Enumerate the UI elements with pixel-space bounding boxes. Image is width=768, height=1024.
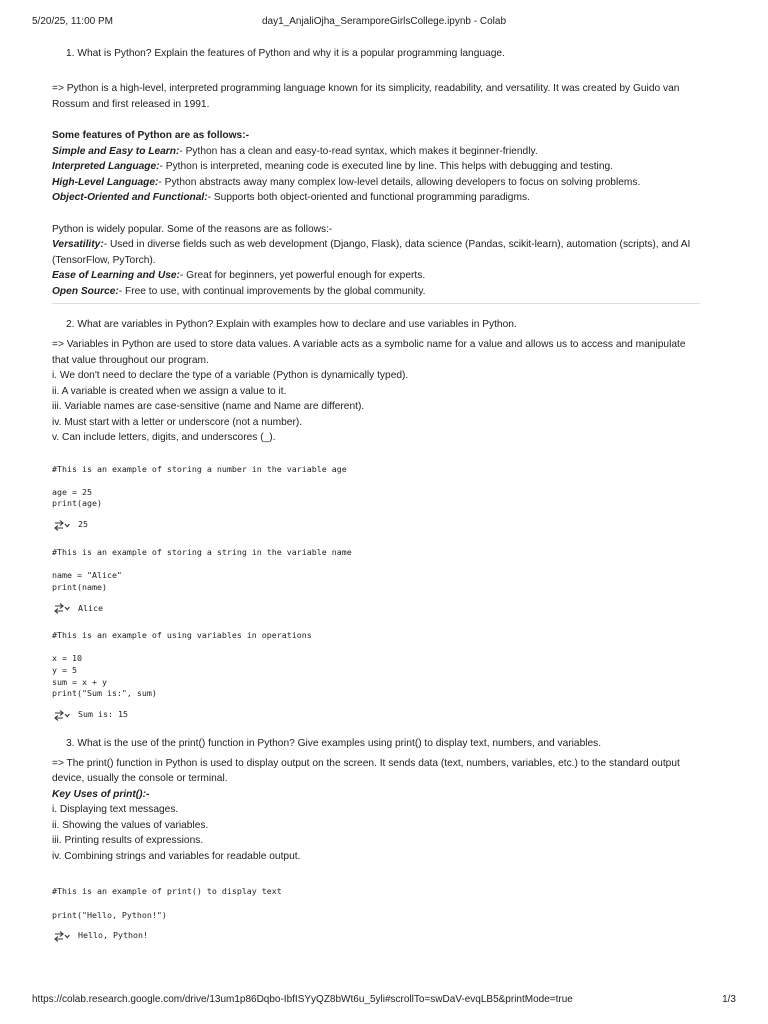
list-item: v. Can include letters, digits, and underscores (_). (52, 432, 276, 443)
print-date: 5/20/25, 11:00 PM (32, 16, 113, 27)
list-item: i. Displaying text messages. (52, 804, 179, 816)
cell-output (52, 601, 700, 615)
output-text: Hello, Python! (78, 930, 148, 941)
feature-item: Simple and Easy to Learn:- Python has a clean and easy-to-read syntax, which makes it beginner-friendly. (52, 145, 538, 157)
output-toggle-icon[interactable] (54, 519, 70, 531)
print-footer (32, 994, 736, 1008)
feature-item: High-Level Language:- Python abstracts away many complex low-level details, allowing developers to focus on solving problems. (52, 176, 641, 188)
code-cell[interactable]: #This is an example of using variables in operations x = 10 y = 5 sum = x + y print("Sum is:", sum) (52, 630, 312, 699)
output-text: Alice (78, 602, 103, 613)
page-url: https://colab.research.google.com/drive/13um1p86Dqbo-IbfISYyQZ8bWt6u_5yli#scrollTo=swDaV-evqLB5&printMode=true (32, 994, 573, 1005)
output-toggle-icon[interactable] (54, 602, 70, 614)
cell-output (52, 929, 700, 943)
print-header (32, 16, 736, 30)
output-toggle-icon[interactable] (54, 930, 70, 942)
output-toggle-icon[interactable] (54, 709, 70, 721)
question-1: 1. What is Python? Explain the features of Python and why it is a popular programming language. (66, 48, 505, 59)
cell-output (52, 708, 700, 722)
text-cell-q3 (52, 736, 700, 865)
cell-divider (52, 303, 700, 304)
question-3: 3. What is the use of the print() function in Python? Give examples using print() to display text, numbers, and variables. (66, 737, 602, 749)
reason-item: Open Source:- Free to use, with continual improvements by the global community. (52, 285, 426, 297)
list-item: iv. Combining strings and variables for readable output. (52, 850, 301, 862)
text-cell-q2 (52, 317, 700, 446)
list-item: ii. A variable is created when we assign a value to it. (52, 385, 287, 397)
text-cell-q1 (52, 46, 700, 299)
code-cell[interactable]: #This is an example of storing a number in the variable age age = 25 print(age) (52, 463, 347, 509)
list-item: iii. Printing results of expressions. (52, 835, 204, 847)
page-number: 1/3 (722, 994, 736, 1005)
output-text: 25 (78, 519, 88, 530)
reason-item: Ease of Learning and Use:- Great for beginners, yet powerful enough for experts. (52, 270, 426, 281)
notebook-content (52, 46, 700, 943)
answer-1: => Python is a high-level, interpreted programming language known for its simplicity, readability, and versatility. It was created by Guido van Rossum and first released in 1991. (52, 83, 680, 110)
feature-item: Interpreted Language:- Python is interpreted, meaning code is executed line by line. This helps with debugging and testing. (52, 161, 613, 172)
uses-heading: Key Uses of print():- (52, 788, 150, 800)
answer-3: => The print() function in Python is used to display output on the screen. It sends data (text, numbers, variables, etc.) to the standard output device, usually the console or terminal. (52, 757, 680, 785)
question-2: 2. What are variables in Python? Explain with examples how to declare and use variables in Python. (66, 319, 517, 330)
cell-output (52, 518, 700, 532)
list-item: iii. Variable names are case-sensitive (name and Name are different). (52, 401, 365, 412)
features-heading: Some features of Python are as follows:- (52, 130, 249, 141)
feature-item: Object-Oriented and Functional:- Supports both object-oriented and functional programming paradigms. (52, 192, 530, 203)
reasons-intro: Python is widely popular. Some of the reasons are as follows:- (52, 223, 333, 235)
code-cell[interactable]: #This is an example of storing a string in the variable name name = "Alice" print(name) (52, 546, 352, 592)
output-text: Sum is: 15 (78, 709, 128, 720)
code-cell[interactable]: #This is an example of print() to display text print("Hello, Python!") (52, 886, 282, 920)
answer-2: => Variables in Python are used to store data values. A variable acts as a symbolic name for a value and allows us to access and manipulate that value throughout our program. (52, 339, 686, 366)
reason-item: Versatility:- Used in diverse fields such as web development (Django, Flask), data science (Pandas, scikit-learn), automation (scripts), and AI (TensorFlow, PyTorch). (52, 239, 691, 266)
notebook-title: day1_AnjaliOjha_SeramporeGirlsCollege.ipynb - Colab (261, 16, 507, 27)
list-item: ii. Showing the values of variables. (52, 819, 209, 831)
list-item: iv. Must start with a letter or underscore (not a number). (52, 416, 303, 428)
list-item: i. We don't need to declare the type of a variable (Python is dynamically typed). (52, 370, 409, 381)
